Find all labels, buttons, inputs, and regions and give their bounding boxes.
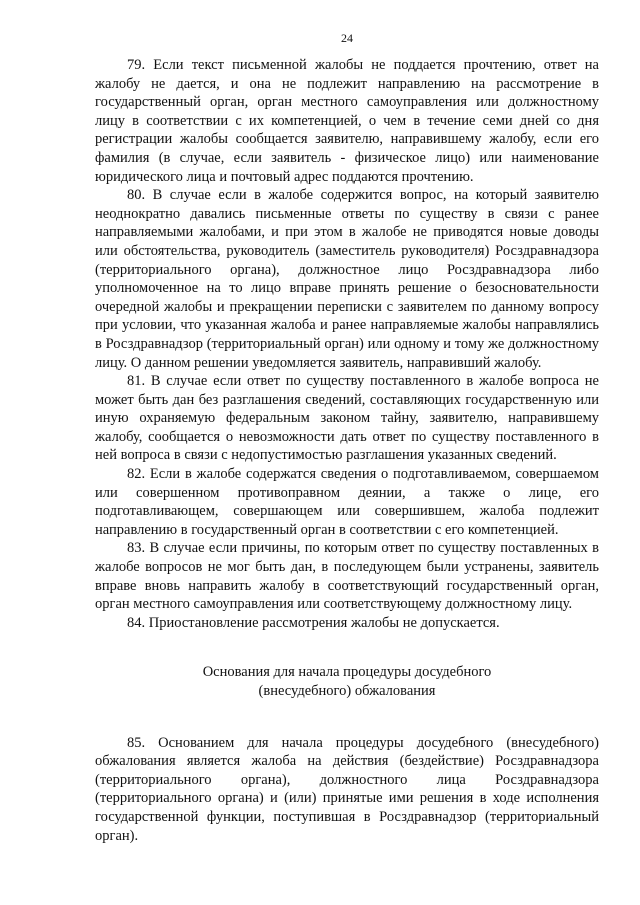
document-body [95, 56, 599, 845]
paragraph-83: 83. В случае если причины, по которым ответ по существу поставленных в жалобе вопросов не мог быть дан, в последующем были устранены, заявитель вправе вновь направить жалобу в соответствующий государственный орган, орган местного самоуправления или соответствующему должностному лицу. [95, 540, 599, 613]
section-heading-line-2: (внесудебного) обжалования [258, 683, 436, 699]
paragraph-79: 79. Если текст письменной жалобы не поддается прочтению, ответ на жалобу не дается, и она не подлежит направлению на рассмотрение в государственный орган, орган местного самоуправления или должностному лицу в соответствии с их компетенцией, о чем в течение семи дней со дня регистрации жалобы сообщается заявителю, направившему жалобу, если его фамилия (в случае, если заявитель - физическое лицо) или наименование юридического лица и почтовый адрес поддаются прочтению. [95, 57, 599, 185]
section-heading [95, 663, 599, 700]
paragraph-82: 82. Если в жалобе содержатся сведения о подготавливаемом, совершаемом или совершенном противоправном деянии, а также о лице, его подготавливающем, совершающем или совершившем, жалоба подлежит направлению в государственный орган в соответствии с его компетенцией. [95, 466, 599, 538]
paragraph-85: 85. Основанием для начала процедуры досудебного (внесудебного) обжалования является жалоба на действия (бездействие) Росздравнадзора (территориального органа), должностного лица Росздравнадзора (территориального органа) и (или) принятые ими решения в ходе исполнения государственной функции, поступившая в Росздравнадзор (территориальный орган). [95, 734, 599, 844]
paragraph-80: 80. В случае если в жалобе содержится вопрос, на который заявителю неоднократно давались письменные ответы по существу в связи с ранее направляемыми жалобами, и при этом в жалобе не приводятся новые доводы или обстоятельства, руководитель (заместитель руководителя) Росздравнадзора (территориального органа), должностное лицо Росздравнадзора либо уполномоченное на то лицо вправе принять решение о безосновательности очередной жалобы и прекращении переписки с заявителем по данному вопросу при условии, что указанная жалоба и ранее направляемые жалобы направлялись в Росздравнадзор (территориальный орган) или одному и тому же должностному лицу. О данном решении уведомляется заявитель, направивший жалобу. [95, 187, 599, 371]
paragraph-81: 81. В случае если ответ по существу поставленного в жалобе вопроса не может быть дан без разглашения сведений, составляющих государственную или иную охраняемую федеральным законом тайну, заявителю, направившему жалобу, сообщается о невозможности дать ответ по существу поставленного в ней вопроса в связи с недопустимостью разглашения указанных сведений. [95, 373, 599, 464]
paragraph-84: 84. Приостановление рассмотрения жалобы не допускается. [127, 614, 500, 631]
section-heading-line-1: Основания для начала процедуры досудебного [202, 664, 492, 681]
page-number: 24 [341, 31, 353, 45]
